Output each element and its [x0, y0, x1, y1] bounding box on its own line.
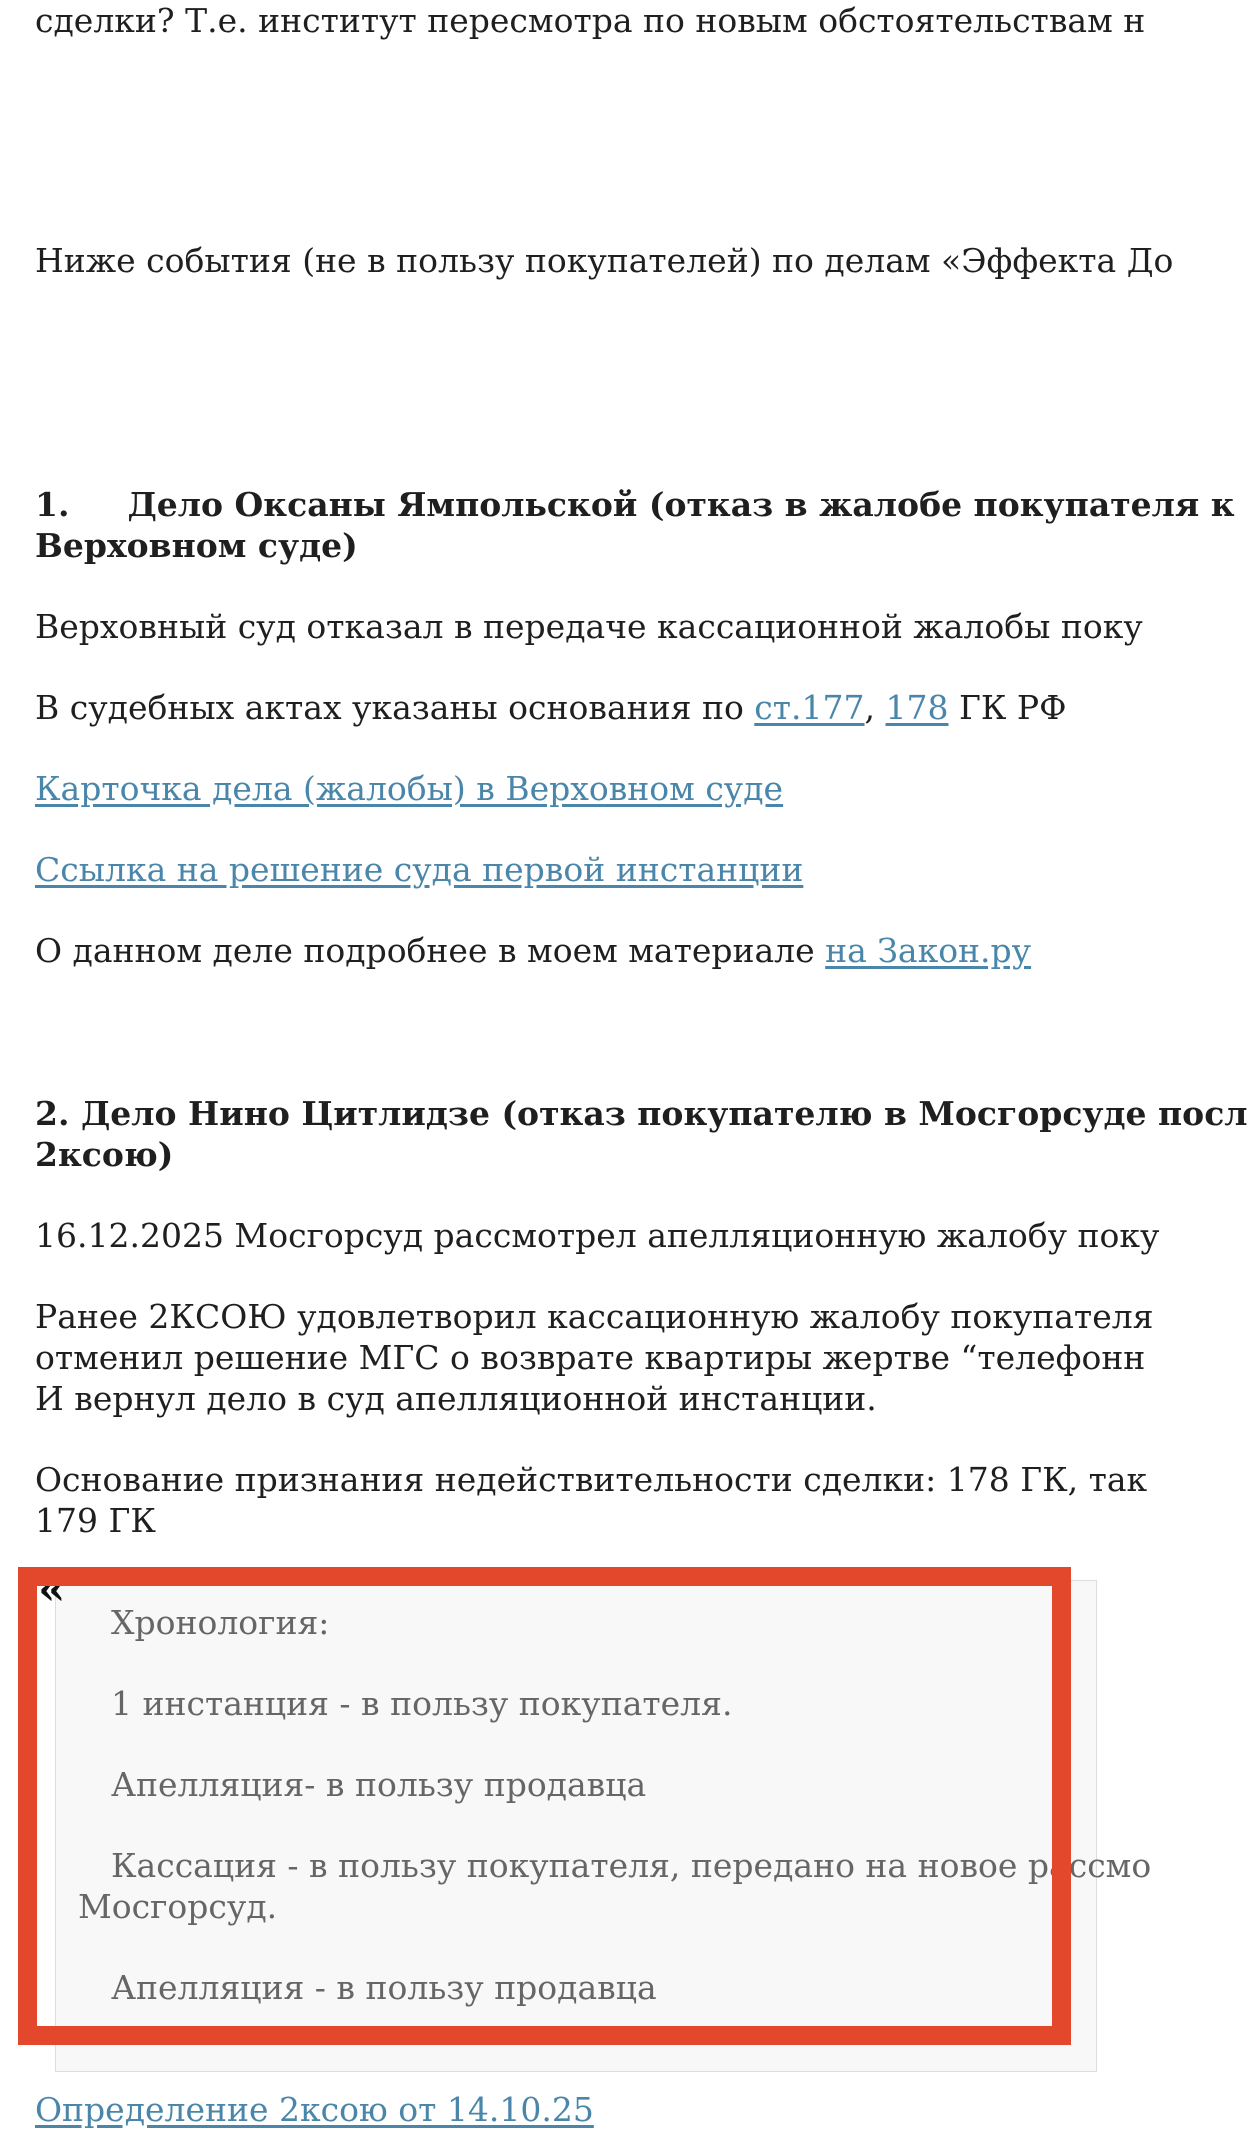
case1-p2-text: В судебных актах указаны основания по	[35, 688, 755, 727]
article-178-link[interactable]: 178	[885, 688, 949, 727]
article-text-top: сделки? Т.е. институт пересмотра по новым обстоятельствам н	[35, 1, 1146, 40]
case2-paragraph-2-line-3: И вернул дело в суд апелляционной инстанции.	[35, 1379, 877, 1418]
case1-card-link-row	[35, 768, 783, 809]
quote-mark-icon: «	[38, 1564, 66, 1615]
case1-number: 1.	[35, 485, 70, 524]
case1-p2-suffix: ГК РФ	[948, 688, 1067, 727]
case1-p3-text: О данном деле подробнее в моем материале	[35, 931, 826, 970]
case2-paragraph-2-line-1: Ранее 2КСОЮ удовлетворил кассационную жалобу покупателя	[35, 1297, 1154, 1336]
case1-first-instance-row	[35, 849, 803, 890]
case2-heading: 2. Дело Нино Цитлидзе (отказ покупателю в Мосгорсуде посл	[35, 1094, 1248, 1133]
chronology-item-cassation-cont: Мосгорсуд.	[78, 1887, 278, 1926]
case1-heading-cont: Верховном суде)	[35, 526, 358, 565]
case2-ruling-link-row	[35, 2089, 594, 2130]
chronology-item-cassation: Кассация - в пользу покупателя, передано на новое рассмо	[111, 1846, 1152, 1885]
case1-p2-sep: ,	[864, 688, 886, 727]
article-intro: Ниже события (не в пользу покупателей) по делам «Эффекта До	[35, 241, 1174, 280]
chronology-item-first-instance: 1 инстанция - в пользу покупателя.	[111, 1684, 733, 1723]
chronology-item-appeal-1: Апелляция- в пользу продавца	[111, 1765, 647, 1804]
first-instance-decision-link[interactable]: Ссылка на решение суда первой инстанции	[35, 850, 804, 889]
case1-heading	[35, 484, 1235, 525]
case1-paragraph-2	[35, 687, 1066, 728]
case2-paragraph-3-line-1: Основание признания недействительности сделки: 178 ГК, так	[35, 1460, 1148, 1499]
case2-heading-cont: 2ксою)	[35, 1135, 174, 1174]
article-177-link[interactable]: ст.177	[754, 688, 865, 727]
ruling-2ksoyu-link[interactable]: Определение 2ксою от 14.10.25	[35, 2090, 594, 2129]
case-card-link[interactable]: Карточка дела (жалобы) в Верховном суде	[35, 769, 784, 808]
case1-paragraph-3	[35, 930, 1031, 971]
chronology-heading: Хронология:	[111, 1603, 330, 1642]
chronology-item-appeal-2: Апелляция - в пользу продавца	[111, 1968, 657, 2007]
case2-paragraph-3-line-2: 179 ГК	[35, 1501, 156, 1540]
case1-title: Дело Оксаны Ямпольской (отказ в жалобе покупателя к	[127, 485, 1235, 524]
zakon-ru-link[interactable]: на Закон.ру	[825, 931, 1032, 970]
case1-paragraph-1: Верховный суд отказал в передаче кассационной жалобы поку	[35, 607, 1143, 646]
case2-paragraph-2-line-2: отменил решение МГС о возврате квартиры жертве “телефонн	[35, 1338, 1146, 1377]
case2-paragraph-1: 16.12.2025 Мосгорсуд рассмотрел апелляционную жалобу поку	[35, 1216, 1160, 1255]
